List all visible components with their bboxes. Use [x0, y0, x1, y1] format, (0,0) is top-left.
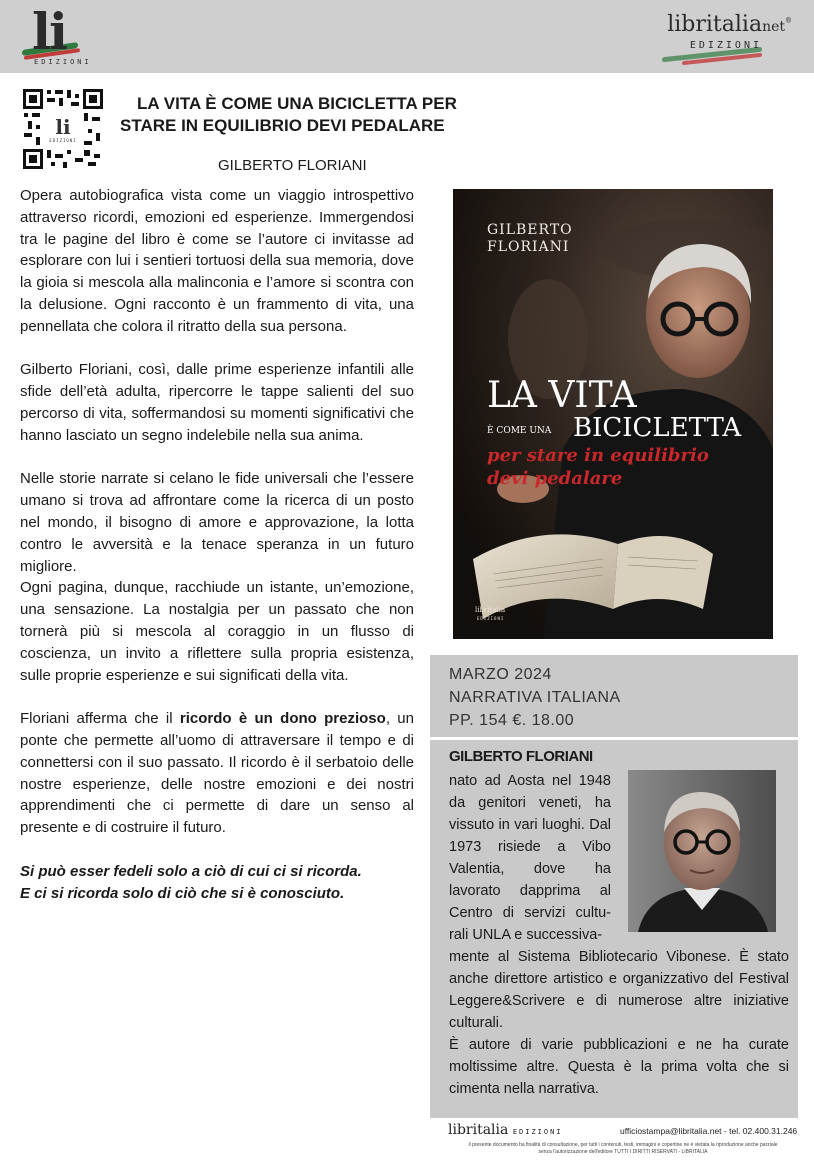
footer	[430, 1118, 798, 1163]
author-photo	[628, 770, 776, 932]
book-description	[20, 185, 414, 904]
description-paragraph-4: Ogni pagina, dunque, racchiude un istante, un’emozione, una sensazione. La nostalgia per un passato che non tornerà più si mescola al coraggio in un flusso di coscienza, un invito a riflettere sulla propria esistenza, sulle proprie esperienze e sui significati della vita.	[20, 579, 414, 684]
libritalia-logo	[652, 12, 802, 64]
book-meta-panel	[430, 655, 798, 737]
header-bar	[0, 0, 814, 73]
cover-subtitle-1: per stare in equilibrio	[487, 445, 709, 466]
qr-logo-sub: EDIZIONI	[49, 138, 77, 143]
cover-title-big-1: LA VITA	[487, 375, 637, 416]
logo-subtitle: EDIZIONI	[34, 58, 92, 66]
cover-author-line-2: FLORIANI	[487, 239, 570, 255]
book-cover-image	[453, 189, 773, 639]
description-paragraph-3: Nelle storie narrate si celano le fide universali che l’essere umano si trova ad affrontare come la ricerca di un posto nel mondo, il bisogno di amore e approvazione, la lotta contro le avversità e la tenace speranza in un futuro migliore.	[20, 470, 414, 575]
highlight-phrase: ricordo è un dono prezioso	[179, 710, 386, 728]
cover-author-line-1: GILBERTO	[487, 222, 573, 238]
description-paragraph-1: Opera autobiografica vista come un viaggio introspettivo attraverso ricordi, emozioni ed esperienze. Immergendosi tra le pagine del libro è come se l’autore ci invitasse ad esplorare con lui i sentieri tortuosi della sua memoria, dove la gioia si mescola alla malinconia e l’amore si scontra con la delusione. Ogni racconto è un frammento di vita, una pennellata che colora il ritratto della sua persona.	[20, 187, 414, 335]
book-author: GILBERTO FLORIANI	[218, 157, 367, 174]
book-title-line-1: LA VITA È COME UNA BICICLETTA PER	[137, 94, 457, 113]
logo-name: libritalianet®	[667, 12, 792, 37]
book-genre: NARRATIVA ITALIANA	[449, 689, 621, 706]
bio-paragraph-1: mente al Sistema Bibliotecario Vibonese. È stato anche direttore artistico e organizzativo del Festival Leggere&Scrivere e di numerose altre iniziative culturali.	[449, 949, 789, 1031]
footer-disclaimer: il presente documento ha finalità di consultazione, per tutti i contenuti, testi, immagini e copertine ne è vietata la riproduzione anche parziale senza l'autorizzazione dell'editore TUTTI I DIRITTI RISERVATI - LIBRITALIA	[468, 1142, 778, 1155]
footer-brand: libritalia EDIZIONI	[448, 1122, 563, 1138]
description-paragraph-2: Gilberto Floriani, così, dalle prime esperienze infantili alle sfide dell’età adulta, ripercorre le tappe salienti del suo percorso di vita, soffermandosi su momenti significativi che hanno lasciato un segno indelebile nella sua anima.	[20, 361, 414, 444]
logo-mark: li	[32, 2, 66, 61]
book-title	[120, 93, 520, 137]
li-edizioni-logo	[22, 2, 102, 68]
cover-publisher-sub: EDIZIONI	[477, 616, 505, 621]
cover-title-big-2: BICICLETTA	[573, 413, 742, 443]
bio-text-narrow: nato ad Aosta nel 1948 da genitori veneti, ha vissuto in vari luoghi. Dal 1973 risiede a Vibo Valentia, dove ha lavorato dapprima al Centro di servizi cultu-rali UNLA e successiva-	[449, 773, 611, 943]
description-paragraph-5: Floriani afferma che il ricordo è un dono prezioso, un ponte che permette all’uomo di attraversare il tempo e di connettersi con il suo passato. Il ricordo è il serbatoio delle nostre esperienze, delle nostre emozioni e dei nostri apprendimenti che ci permette di dare un senso al presente e di costruire il futuro.	[20, 710, 414, 837]
bio-paragraph-2: È autore di varie pubblicazioni e ne ha curate moltissime altre. Questa è la prima volta che si cimenta nella narrativa.	[449, 1037, 789, 1097]
qr-logo-text: li	[55, 115, 71, 139]
cover-publisher: libritalia	[475, 606, 506, 614]
cover-subtitle-2: devi pedalare	[487, 468, 623, 489]
bio-text-wide	[449, 946, 789, 1100]
pages-price: PP. 154 €. 18.00	[449, 712, 575, 729]
publication-date: MARZO 2024	[449, 666, 552, 683]
closing-quote: Si può esser fedeli solo a ciò di cui ci si ricorda. E ci si ricorda solo di ciò che si è conosciuto.	[20, 862, 362, 902]
bio-author-name: GILBERTO FLORIANI	[449, 748, 593, 765]
book-title-line-2: STARE IN EQUILIBRIO DEVI PEDALARE	[120, 116, 445, 135]
author-bio-panel	[430, 740, 798, 1118]
footer-contact[interactable]: ufficiostampa@libritalia.net - tel. 02.400.31.246	[620, 1126, 798, 1136]
qr-code	[22, 88, 104, 170]
cover-title-small: È COME UNA	[487, 426, 552, 436]
logo-subtitle: EDIZIONI	[689, 40, 762, 51]
